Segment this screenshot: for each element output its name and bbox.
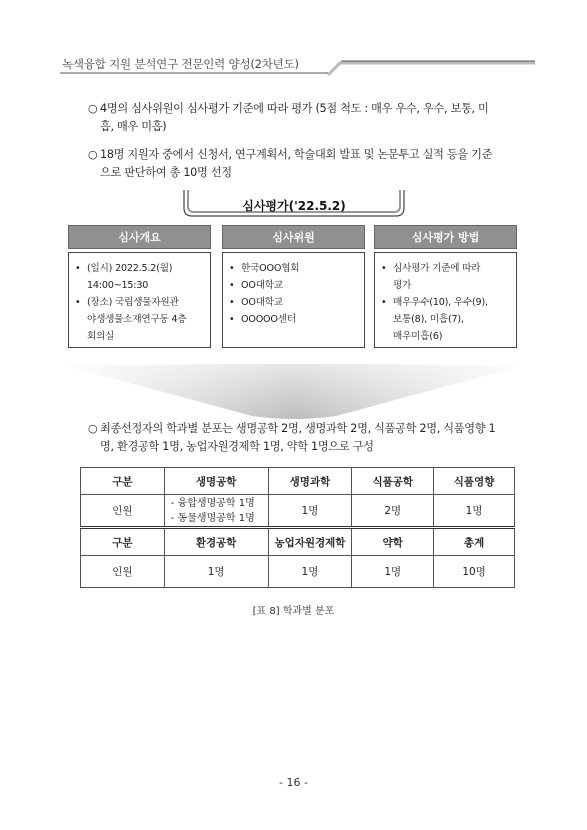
column-box-overview xyxy=(68,252,211,348)
table-header-cell: 구분 xyxy=(81,468,165,495)
bullet-dot: • xyxy=(229,314,235,325)
table-cell: 인원 xyxy=(81,495,165,528)
table-header-cell: 농업자원경제학 xyxy=(268,528,352,556)
table-cell-multiline xyxy=(164,495,268,528)
list-item xyxy=(229,277,360,294)
table-cell: 1명 xyxy=(164,556,268,588)
bullet-dot: • xyxy=(229,297,235,308)
diagram-title-banner xyxy=(183,190,405,220)
column-box-reviewers xyxy=(222,252,365,348)
table-caption: [표 8] 학과별 분포 xyxy=(252,606,335,617)
table-cell-line: - 융합생명공학 1명 xyxy=(170,497,255,509)
list-item-text: 회의실 xyxy=(87,331,115,342)
column-heading-reviewers: 심사위원 xyxy=(222,225,365,249)
list-item xyxy=(229,260,360,277)
funnel-arrow-graphic xyxy=(68,362,520,420)
list-item-text: 평가 xyxy=(393,280,412,291)
diagram-title: 심사평가('22.5.2) xyxy=(242,199,346,213)
bullet-dot: • xyxy=(75,263,81,274)
paragraph-bullet: ○ xyxy=(88,422,98,435)
list-item-text: (장소) 국립생물자원관 xyxy=(87,297,179,308)
paragraph-line: 최종선정자의 학과별 분포는 생명공학 2명, 생명과학 2명, 식품공학 2명, 식품영향 1 xyxy=(100,422,496,435)
table-header-cell: 생명공학 xyxy=(164,468,268,495)
bullet-dot: • xyxy=(381,263,387,274)
list-item-text: 한국OOO협회 xyxy=(241,263,300,274)
list-item-text: OO대학교 xyxy=(241,280,283,291)
table-cell: 2명 xyxy=(352,495,434,528)
table-header-row xyxy=(81,468,515,495)
paragraph-line: 으로 판단하여 총 10명 선정 xyxy=(100,166,232,179)
list-item-text: OO대학교 xyxy=(241,297,283,308)
list-item-text: 심사평가 기준에 따라 xyxy=(393,263,481,274)
paragraph-line: 흡, 매우 미흡) xyxy=(100,120,167,133)
paragraph-bullet: ○ xyxy=(88,148,98,161)
paragraph-line: 4명의 심사위원이 심사평가 기준에 따라 평가 (5점 척도 : 매우 우수, 우수, 보통, 미 xyxy=(100,102,489,115)
table-header-row xyxy=(81,528,515,556)
paragraph-line: 18명 지원자 중에서 신청서, 연구계획서, 학술대회 발표 및 논문투고 실적 등을 기준 xyxy=(100,148,493,161)
table-header-cell: 구분 xyxy=(81,528,165,556)
header-title: 녹색융합 지원 분석연구 전문인력 양성(2차년도) xyxy=(62,57,299,71)
column-heading-overview: 심사개요 xyxy=(68,225,211,249)
table-cell-line: - 동물생명공학 1명 xyxy=(170,512,255,524)
list-item-text: (일시) 2022.5.2(월) xyxy=(87,263,173,274)
table-row xyxy=(81,556,515,588)
paragraph-1 xyxy=(88,100,520,136)
list-item-text: 매우미흡(6) xyxy=(393,331,443,342)
list-item-text: 야생생물소재연구동 4층 xyxy=(87,314,187,325)
table-header-cell: 환경공학 xyxy=(164,528,268,556)
table-cell: 1명 xyxy=(434,495,515,528)
paragraph-bullet: ○ xyxy=(88,102,98,115)
paragraph-3 xyxy=(88,420,520,456)
list-item-text: 14:00~15:30 xyxy=(87,280,149,291)
table-cell: 인원 xyxy=(81,556,165,588)
table-header-cell: 식품공학 xyxy=(352,468,434,495)
list-item xyxy=(381,260,512,294)
table-cell: 1명 xyxy=(268,556,352,588)
list-item xyxy=(381,294,512,345)
department-distribution-table xyxy=(80,467,515,588)
bullet-dot: • xyxy=(75,297,81,308)
list-item xyxy=(75,260,206,294)
list-item-text: OOOOO센터 xyxy=(241,314,296,325)
table-header-cell: 생명과학 xyxy=(268,468,352,495)
table-cell: 1명 xyxy=(352,556,434,588)
list-item xyxy=(229,294,360,311)
column-heading-method: 심사평가 방법 xyxy=(374,225,517,249)
list-item xyxy=(75,294,206,345)
bullet-dot: • xyxy=(381,297,387,308)
table-cell: 10명 xyxy=(434,556,515,588)
table-cell: 1명 xyxy=(268,495,352,528)
table-header-cell: 식품영향 xyxy=(434,468,515,495)
page-header xyxy=(60,54,535,74)
page-number: - 16 - xyxy=(279,776,308,789)
column-box-method xyxy=(374,252,517,348)
bullet-dot: • xyxy=(229,280,235,291)
table-row xyxy=(81,495,515,528)
bullet-dot: • xyxy=(229,263,235,274)
table-header-cell: 약학 xyxy=(352,528,434,556)
table-header-cell: 총계 xyxy=(434,528,515,556)
paragraph-line: 명, 환경공학 1명, 농업자원경제학 1명, 약학 1명으로 구성 xyxy=(100,440,374,453)
list-item xyxy=(229,311,360,328)
list-item-text: 매우우수(10), 우수(9), xyxy=(393,297,488,308)
list-item-text: 보통(8), 미흡(7), xyxy=(393,314,464,325)
paragraph-2 xyxy=(88,146,520,182)
